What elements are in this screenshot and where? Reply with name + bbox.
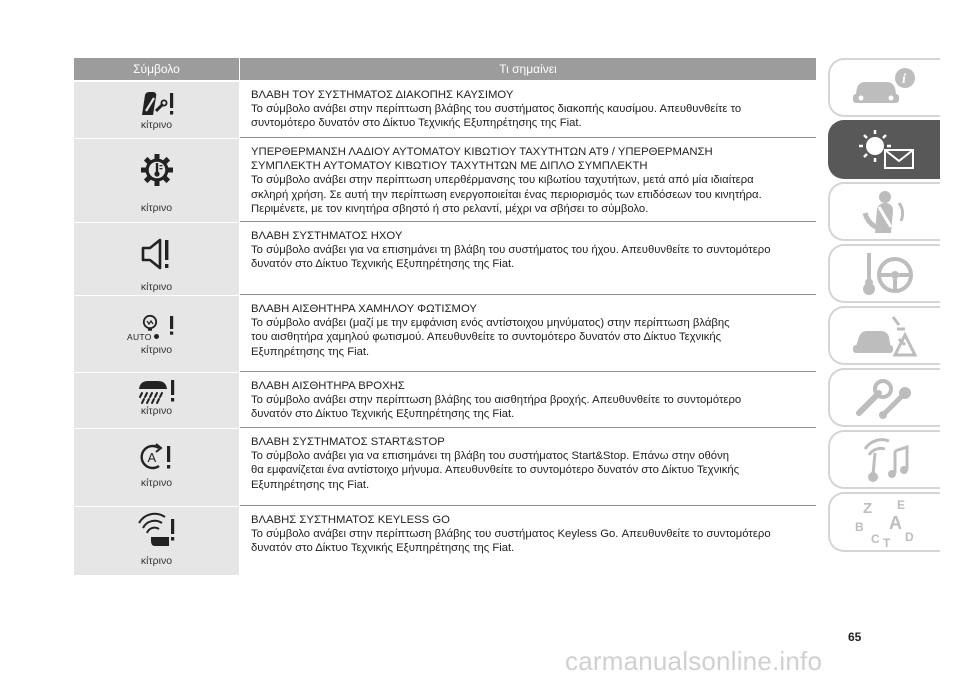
row-description: ΥΠΕΡΘΕΡΜΑΝΣΗ ΛΑΔΙΟΥ ΑΥΤΟΜΑΤΟΥ ΚΙΒΩΤΙΟΥ ΤΑΧΥΤΗΤΩΝ ΑΤ9 / ΥΠΕΡΘΕΡΜΑΝΣΗ ΣΥΜΠΛΕΚΤΗ ΑΥΤΟΜΑΤΟΥ ΚΙΒΩΤΙΟΥ ΤΑΧΥΤΗΤΩΝ ΜΕ ΔΙΠΛΟ ΣΥΜΠΛΕΚΤΗ Το σύμβολο ανάβει στην περίπτωση υπερθέρμανσης του κιβωτίου ταχυτήτων, μετά από μία ιδιαίτερα σκληρή χρήση. Σε αυτή την περίπτωση ενεργοποιείται ένας περιορισμός των επιδόσεων του κινητήρα. Περιμένετε, με τον κινητήρα σβηστό ή στο ρελαντί, μέχρι να σβήσει το σύμβολο. [251, 146, 762, 215]
seat-belt-wrench-warning-icon [74, 87, 239, 119]
table-row [74, 82, 816, 138]
table-header-meaning: Τι σημαίνει [240, 58, 816, 80]
start-stop-warning-icon [74, 440, 239, 474]
svg-text:A: A [889, 513, 902, 533]
side-tab-car-info[interactable] [828, 58, 940, 117]
side-tab-warning-lights[interactable] [828, 120, 940, 179]
row-description: ΒΛΑΒΗ ΤΟΥ ΣΥΣΤΗΜΑΤΟΣ ΔΙΑΚΟΠΗΣ ΚΑΥΣΙΜΟΥ Το σύμβολο ανάβει στην περίπτωση βλάβης του συστήματος διακοπής καυσίμου. Απευθυνθείτε το συντομότερο δυνατόν στο Δίκτυο Τεχνικής Εξυπηρέτησης της Fiat. [251, 89, 742, 130]
color-caption: κίτρινο [140, 477, 173, 489]
indicator-dot [154, 334, 159, 339]
side-tab-multimedia[interactable] [828, 430, 940, 489]
svg-text:i: i [902, 71, 906, 87]
svg-text:C: C [871, 532, 880, 546]
table-row [74, 507, 816, 575]
svg-text:D: D [905, 530, 914, 544]
auto-label: AUTO [127, 332, 152, 342]
maintenance-icon [849, 373, 921, 423]
row-description: ΒΛΑΒΗΣ ΣΥΣΤΗΜΑΤΟΣ KEYLESS GO Το σύμβολο ανάβει στην περίπτωση βλάβης του συστήματος Keyless Go. Απευθυνθείτε το συντομότερο δυνατόν στο Δίκτυο Τεχνικής Εξυπηρέτησης της Fiat. [251, 514, 771, 555]
index-icon [849, 495, 921, 549]
table-row [74, 373, 816, 428]
keyless-go-warning-icon [74, 511, 239, 549]
color-caption: κίτρινο [140, 555, 173, 567]
multimedia-icon [849, 435, 921, 485]
color-caption: κίτρινο [140, 202, 173, 214]
table-header-symbol: Σύμβολο [74, 58, 239, 80]
side-tab-maintenance[interactable] [828, 368, 940, 427]
row-description: ΒΛΑΒΗ ΣΥΣΤΗΜΑΤΟΣ START&STOP Το σύμβολο ανάβει για να επισημάνει τη βλάβη του συστήματος Start&Stop. Επάνω στην οθόνη θα εμφανίζεται ένα αντίστοιχο μήνυμα. Απευθυνθείτε το συντομότερο δυνατόν στο Δίκτυο Τεχνικής Εξυπηρέτησης της Fiat. [251, 436, 740, 491]
svg-text:T: T [883, 536, 891, 549]
gearbox-temperature-icon [74, 153, 239, 187]
color-caption: κίτρινο [140, 405, 173, 417]
table-row [74, 139, 816, 222]
rain-sensor-warning-icon [74, 377, 239, 407]
warning-light-message-icon [849, 126, 921, 174]
color-caption: κίτρινο [140, 344, 173, 356]
table-row [74, 223, 816, 295]
speaker-warning-icon [74, 236, 239, 272]
color-caption: κίτρινο [140, 119, 173, 131]
svg-text:E: E [897, 498, 906, 512]
car-info-icon [849, 64, 921, 112]
row-description: ΒΛΑΒΗ ΑΙΣΘΗΤΗΡΑ ΧΑΜΗΛΟΥ ΦΩΤΙΣΜΟΥ Το σύμβολο ανάβει (μαζί με την εμφάνιση ενός αντίστοιχου μηνύματος) στην περίπτωση βλάβης του αισθητήρα χαμηλού φωτισμού. Απευθυνθείτε το συντομότερο δυνατόν στο Δίκτυο Τεχνικής Εξυπηρέτησης της Fiat. [251, 303, 730, 358]
side-tab-starting-driving[interactable] [828, 244, 940, 303]
table-row [74, 429, 816, 506]
watermark: carmanualsonline.info [565, 646, 823, 676]
table-row [74, 296, 816, 372]
row-description: ΒΛΑΒΗ ΑΙΣΘΗΤΗΡΑ ΒΡΟΧΗΣ Το σύμβολο ανάβει στην περίπτωση βλάβης του αισθητήρα βροχής. Απευθυνθείτε το συντομότερο δυνατόν στο Δίκτυο Τεχνικής Εξυπηρέτησης της Fiat. [251, 380, 742, 421]
side-tab-emergency[interactable] [828, 306, 940, 365]
side-tab-index[interactable] [828, 492, 940, 552]
svg-text:A: A [147, 450, 156, 465]
svg-text:B: B [855, 520, 864, 534]
starting-driving-icon [849, 249, 921, 299]
row-description: ΒΛΑΒΗ ΣΥΣΤΗΜΑΤΟΣ ΗΧΟΥ Το σύμβολο ανάβει για να επισημάνει τη βλάβη του συστήματος του ήχου. Απευθυνθείτε το συντομότερο δυνατόν στο Δίκτυο Τεχνικής Εξυπηρέτησης της Fiat. [251, 230, 771, 271]
page-number: 65 [848, 630, 862, 644]
svg-text:Z: Z [863, 500, 873, 517]
color-caption: κίτρινο [140, 281, 173, 293]
emergency-icon [849, 311, 921, 361]
side-tab-safety[interactable] [828, 182, 940, 241]
safety-seatbelt-airbag-icon [849, 187, 921, 237]
